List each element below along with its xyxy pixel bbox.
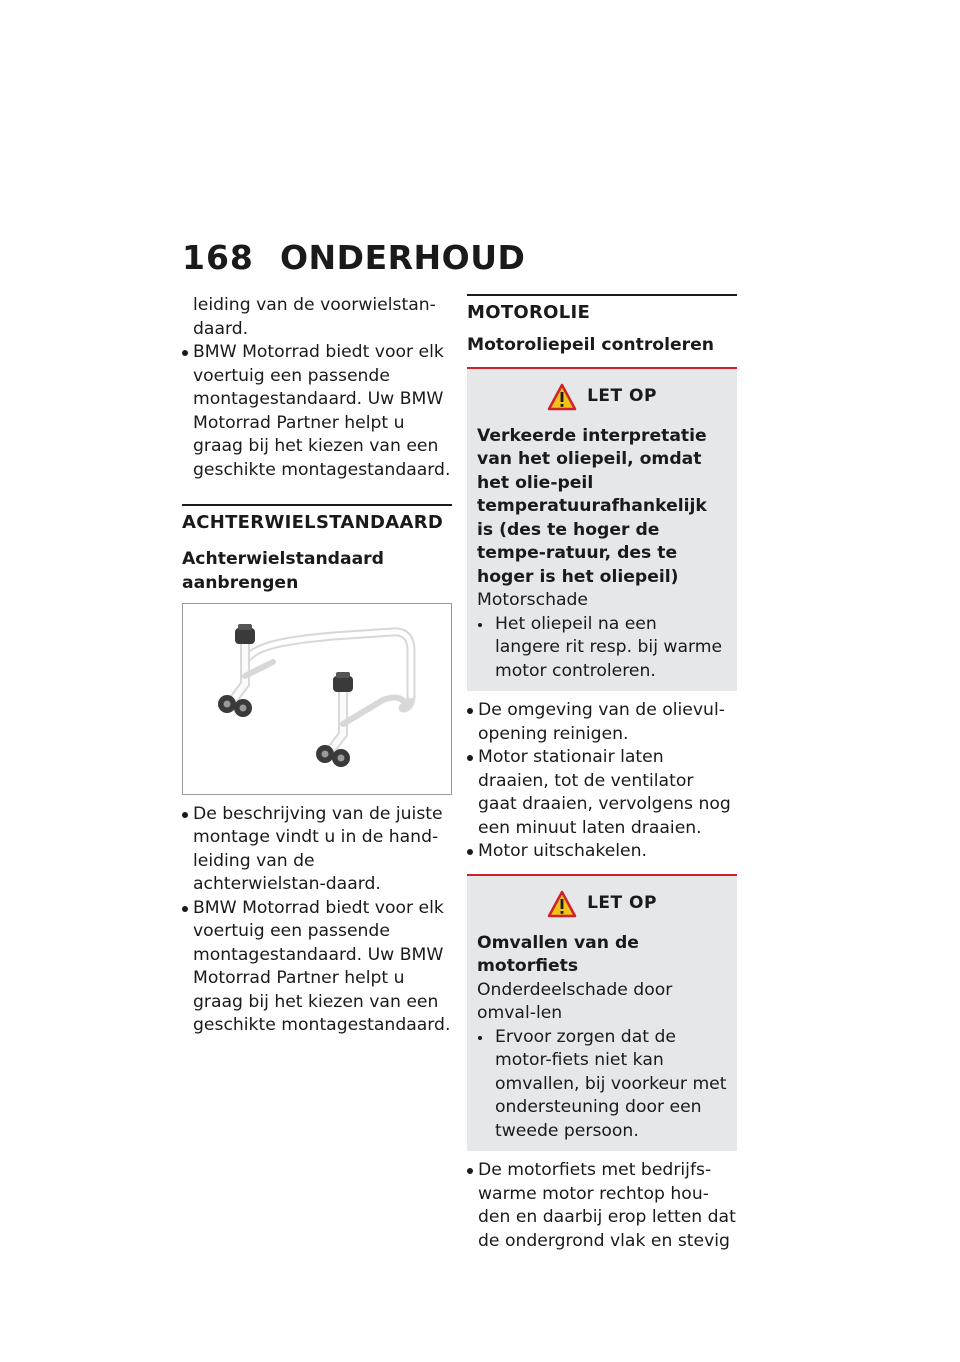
notice-hazard: Verkeerde interpretatie van het oliepeil, omdat het olie-peil temperatuurafhankelijk is (des te hoger de tempe-ratuur, des te hoger is het oliepeil): [477, 425, 707, 587]
intro-continuation: leiding van de voorwielstan-daard.: [193, 295, 436, 339]
section-divider: [467, 294, 737, 325]
list-item: Het oliepeil na een langere rit resp. bij warme motor controleren.: [477, 613, 727, 684]
section-title: MOTOROLIE: [467, 302, 591, 323]
subsection-title: Achterwielstandaard aanbrengen: [182, 548, 384, 593]
rear-stand-figure: [182, 603, 452, 795]
notice-box: [467, 367, 737, 692]
warning-triangle-icon: [547, 383, 577, 411]
notice-header: [477, 890, 727, 918]
notice-actions: [477, 613, 727, 684]
list-item: De motorfiets met bedrijfs-warme motor rechtop hou-den en daarbij erop letten dat de ondergrond vlak en stevig: [467, 1159, 737, 1253]
page-header: [182, 238, 525, 277]
section-title: ACHTERWIELSTANDAARD: [182, 512, 444, 533]
list-item: BMW Motorrad biedt voor elk voertuig een passende montagestandaard. Uw BMW Motorrad Partner helpt u graag bij het kiezen van een geschikte montagestandaard.: [182, 341, 452, 482]
list-item: Motor uitschakelen.: [467, 840, 737, 864]
notice-box: [467, 874, 737, 1152]
list-item: Ervoor zorgen dat de motor-fiets niet kan omvallen, bij voorkeur met ondersteuning door een tweede persoon.: [477, 1026, 727, 1144]
procedure-list: [467, 1159, 737, 1253]
notice-actions: [477, 1026, 727, 1144]
page-number: 168: [182, 238, 254, 277]
procedure-list: [467, 699, 737, 864]
notice-header: [477, 383, 727, 411]
rear-stand-illustration: [183, 604, 451, 794]
list-item: Motor stationair laten draaien, tot de ventilator gaat draaien, vervolgens nog een minuut laten draaien.: [467, 746, 737, 840]
subsection-title: Motoroliepeil controleren: [467, 334, 715, 355]
list-item: De omgeving van de olievul-opening reinigen.: [467, 699, 737, 746]
notice-title: LET OP: [587, 385, 657, 406]
chapter-title: ONDERHOUD: [280, 238, 526, 277]
list-item: BMW Motorrad biedt voor elk voertuig een passende montagestandaard. Uw BMW Motorrad Partner helpt u graag bij het kiezen van een geschikte montagestandaard.: [182, 897, 452, 1038]
intro-list: [182, 341, 452, 482]
left-column: [182, 294, 452, 1038]
list-item: De beschrijving van de juiste montage vindt u in de hand-leiding van de achterwielstan-daard.: [182, 803, 452, 897]
right-column: [467, 294, 737, 1253]
notice-consequence: Onderdeelschade door omval-len: [477, 979, 673, 1023]
section-divider: [182, 504, 452, 535]
notice-title: LET OP: [587, 892, 657, 913]
notice-consequence: Motorschade: [477, 590, 588, 610]
notice-hazard: Omvallen van de motorfiets: [477, 932, 639, 976]
mounting-list: [182, 803, 452, 1038]
warning-triangle-icon: [547, 890, 577, 918]
